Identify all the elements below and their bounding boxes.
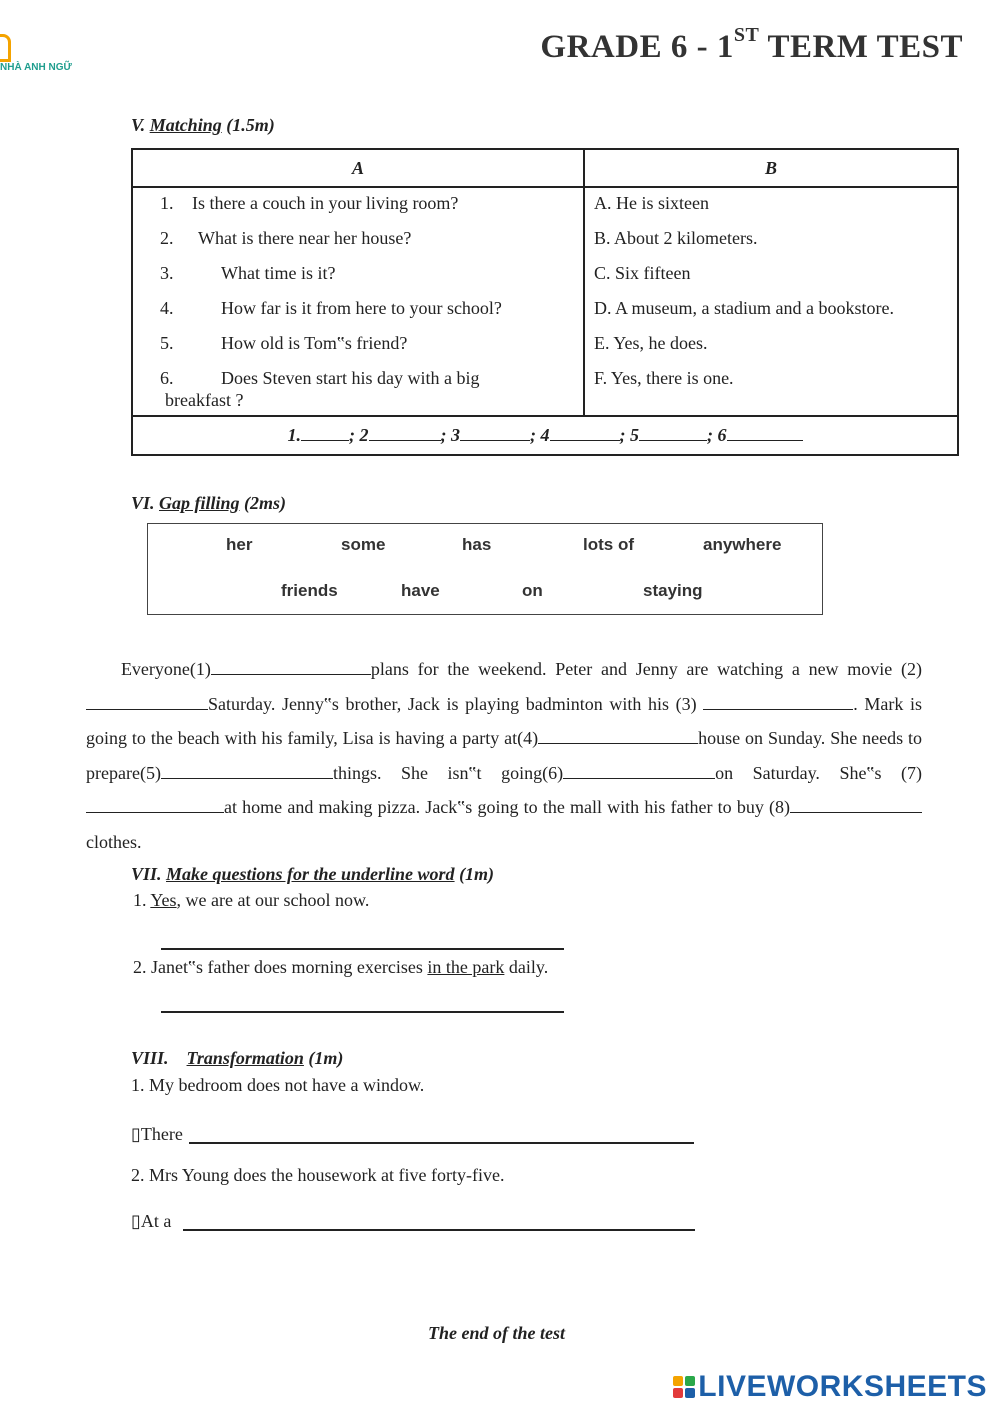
gap-roman: VI. [131,493,155,513]
word-bank [147,523,823,615]
word-bank-item: on [522,581,543,600]
answer-label: ; 2 [349,425,369,445]
transformation-a2 [131,1211,171,1232]
word-bank-item: anywhere [703,535,782,554]
question-2-underlined: in the park [427,957,505,977]
question-text: Is there a couch in your living room? [192,193,459,213]
answer-key-row [132,416,958,455]
word-bank-item: friends [281,581,338,600]
gap-blank-2[interactable] [86,693,208,710]
passage-text: on Saturday. She‟s (7) [715,762,922,783]
questions-heading [131,864,494,885]
answer-blank-4[interactable] [550,440,620,441]
passage-text: . Mark is going to the beach with his family, Lisa is having a party at(4) [86,693,923,749]
question-text: How far is it from here to your school? [221,298,502,318]
answer-line-q2[interactable] [161,1011,564,1013]
transformation-q1: 1. My bedroom does not have a window. [131,1075,425,1095]
question-row [134,259,582,294]
question-2-text: 2. Janet‟s father does morning exercises [133,957,428,977]
brand-text: LIVEWORKSHEETS [698,1370,987,1403]
question-text: Does Steven start his day with a big [221,368,480,388]
answer-blank-1[interactable] [301,440,349,441]
answer-prefix: There [140,1124,183,1144]
gap-blank-1[interactable] [211,658,371,675]
matching-marks: (1.5m) [226,115,275,135]
question-1 [133,890,369,911]
answer-label: ; 3 [440,425,460,445]
passage-text: Everyone(1) [120,659,211,679]
title-tail: TERM TEST [759,29,963,65]
logo-text: NHÀ ANH NGỮ [0,62,72,73]
word-bank-item: has [462,535,492,554]
transformation-heading [131,1048,343,1069]
word-bank-item: have [401,581,440,600]
word-bank-item: lots of [583,535,634,554]
title-sup: ST [733,24,760,46]
column-b-header: B [584,149,958,187]
question-row [134,329,582,364]
question-row [134,224,582,259]
gap-blank-6[interactable] [563,762,715,779]
question-1-underlined: Yes [150,890,177,910]
question-number: 2. [160,228,174,248]
answer-line-q1[interactable] [161,948,564,950]
answer-prefix: At a [140,1211,172,1231]
gap-fill-passage [86,652,922,860]
question-row [134,189,582,224]
answer-blank-5[interactable] [639,440,707,441]
gap-title: Gap filling [159,493,240,513]
answer-label: ; 6 [707,425,727,445]
school-logo [0,28,80,78]
answer-label: ; 4 [530,425,550,445]
matching-roman: V. [131,115,146,135]
house-icon [0,34,11,62]
passage-text: things. She isn‟t going(6) [332,762,564,783]
answer-blank-3[interactable] [460,440,530,441]
liveworksheets-logo-icon [673,1376,695,1398]
question-number: 4. [160,298,174,318]
gap-blank-5[interactable] [161,762,333,779]
question-text: How old is Tom‟s friend? [221,333,408,353]
answer-option: E. Yes, he does. [594,333,708,353]
passage-text: Saturday. Jenny‟s brother, Jack is playing badminton with his (3) [208,693,704,714]
question-number: 1. [160,193,174,213]
arrow-icon: ▯ [131,1124,141,1144]
passage-text: house on Sunday. She needs to prepare(5) [86,728,922,783]
column-a-header: A [132,149,584,187]
question-2 [133,957,548,978]
word-bank-item: staying [643,581,703,600]
passage-text: clothes. [86,831,142,852]
gap-blank-4[interactable] [538,727,698,744]
questions-title: Make questions for the underline word [166,864,455,884]
question-number: 6. [160,368,174,388]
matching-title: Matching [149,115,222,135]
transformation-marks: (1m) [308,1048,344,1068]
answer-option: A. He is sixteen [594,193,709,213]
questions-roman: VII. [131,864,162,884]
answer-blank-2[interactable] [369,440,441,441]
passage-text: plans for the weekend. Peter and Jenny are watching a new movie (2) [370,659,923,679]
gap-blank-7[interactable] [86,796,224,813]
transformation-q2: 2. Mrs Young does the housework at five forty-five. [131,1165,505,1185]
questions-cell [132,187,584,416]
answer-line-t1[interactable] [189,1142,694,1144]
liveworksheets-brand [673,1370,987,1404]
answer-label: 1. [287,425,301,445]
question-number: 5. [160,333,174,353]
question-row [134,364,582,414]
transformation-roman: VIII. [131,1048,169,1068]
answer-option: D. A museum, a stadium and a bookstore. [594,298,894,318]
page-title [540,24,963,66]
transformation-a1 [131,1124,183,1145]
matching-table [131,148,959,456]
end-of-test: The end of the test [428,1323,565,1343]
question-text: What is there near her house? [198,228,412,248]
passage-text: at home and making pizza. Jack‟s going to the mall with his father to buy (8) [224,797,790,818]
gap-blank-3[interactable] [703,693,853,710]
answer-option: B. About 2 kilometers. [594,228,758,248]
gap-blank-8[interactable] [790,796,922,813]
question-2-rest: daily. [504,957,549,977]
answer-label: ; 5 [619,425,639,445]
questions-marks: (1m) [459,864,495,884]
word-bank-item: some [341,535,386,554]
question-1-number: 1. [133,890,151,910]
matching-heading [131,115,275,136]
answer-line-t2[interactable] [183,1229,695,1231]
answer-option: F. Yes, there is one. [594,368,734,388]
question-text-continued: breakfast ? [165,390,244,410]
answer-option: C. Six fifteen [594,263,691,283]
title-main: GRADE 6 - 1 [540,29,734,65]
gap-heading [131,493,286,514]
transformation-title: Transformation [186,1048,304,1068]
answer-blank-6[interactable] [727,440,803,441]
question-text: What time is it? [221,263,336,283]
arrow-icon: ▯ [131,1211,141,1231]
question-row [134,294,582,329]
word-bank-item: her [226,535,253,554]
question-number: 3. [160,263,174,283]
answers-cell [584,187,958,416]
question-1-rest: , we are at our school now. [176,890,370,910]
gap-marks: (2ms) [244,493,287,513]
